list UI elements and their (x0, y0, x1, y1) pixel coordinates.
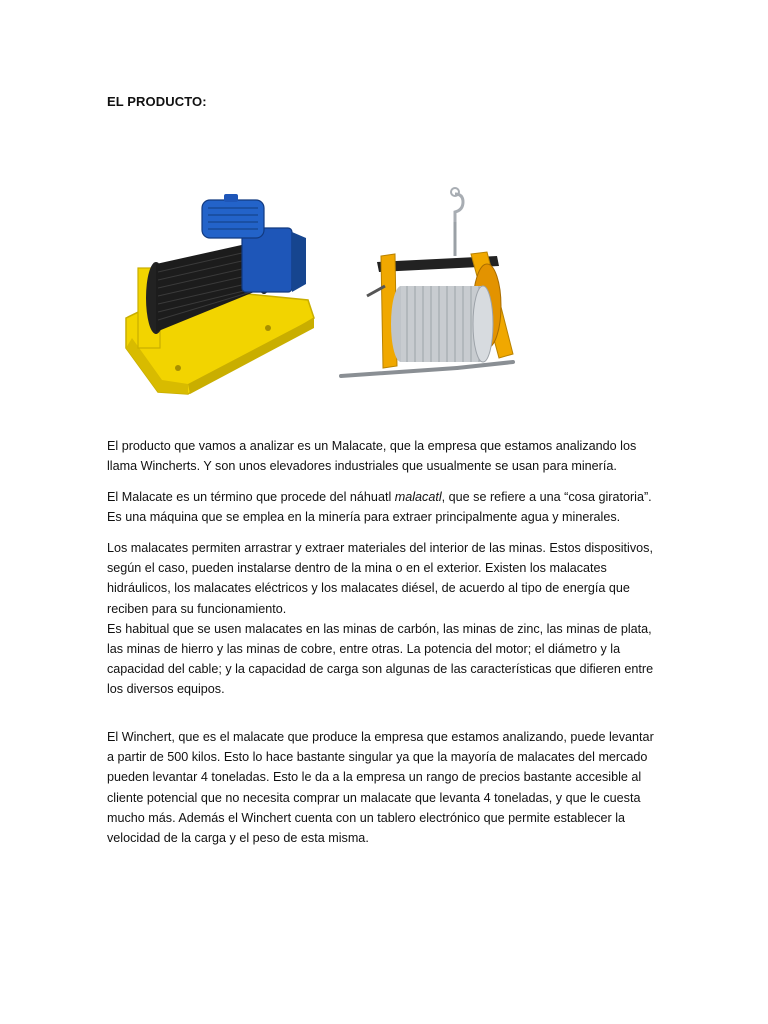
paragraph-types (107, 538, 667, 700)
text-line: pueden levantar 4 toneladas. Esto le da a la empresa un rango de precios bastante accesible al (107, 770, 642, 785)
text-segment: , que se refiere a una “cosa giratoria”. (441, 490, 652, 504)
paragraph-winchert (107, 727, 667, 848)
text-line: Es habitual que se usen malacates en las minas de carbón, las minas de zinc, las minas de plata, (107, 621, 652, 636)
paragraph-definition (107, 487, 667, 527)
text-line: El producto que vamos a analizar es un Malacate, que la empresa que estamos analizando los (107, 439, 637, 453)
text-line: las minas de hierro y las minas de cobre, entre otras. La potencia del motor; el diámetro y la (107, 642, 621, 657)
text-line: según el caso, pueden instalarse dentro de la mina o en el exterior. Existen los malacates (107, 561, 607, 576)
text-line: hidráulicos, los malacates eléctricos y los malacates diésel, de acuerdo al tipo de energía que (107, 581, 630, 596)
text-line: a partir de 500 kilos. Esto lo hace bastante singular ya que la mayoría de malacates del mercado (107, 750, 648, 765)
text-line: Es una máquina que se emplea en la minería para extraer principalmente agua y minerales. (107, 510, 621, 525)
electric-winch-image (118, 188, 318, 398)
text-line: llama Wincherts. Y son unos elevadores industriales que usualmente se usan para minería. (107, 459, 617, 474)
italic-term: malacatl (394, 490, 442, 504)
text-line: los diversos equipos. (107, 682, 225, 697)
text-line (107, 487, 667, 507)
text-line: mucho más. Además el Winchert cuenta con un tablero electrónico que permite establecer la (107, 810, 626, 825)
text-line: El Winchert, que es el malacate que produce la empresa que estamos analizando, puede levantar (107, 730, 654, 744)
section-heading: EL PRODUCTO: (107, 94, 207, 109)
text-line: velocidad de la carga y el peso de esta misma. (107, 831, 369, 846)
text-line: capacidad del cable; y la capacidad de carga son algunas de las características que difieren entre (107, 662, 654, 677)
text-line: cliente potencial que no necesita comprar un malacate que levanta 4 toneladas, y que le cuesta (107, 790, 641, 805)
text-line: Los malacates permiten arrastrar y extraer materiales del interior de las minas. Estos dispositivos, (107, 541, 653, 555)
manual-winch-image (337, 186, 527, 391)
text-line: reciben para su funcionamiento. (107, 601, 287, 616)
paragraph-intro (107, 436, 667, 476)
text-segment: El Malacate es un término que procede del náhuatl (107, 490, 395, 504)
